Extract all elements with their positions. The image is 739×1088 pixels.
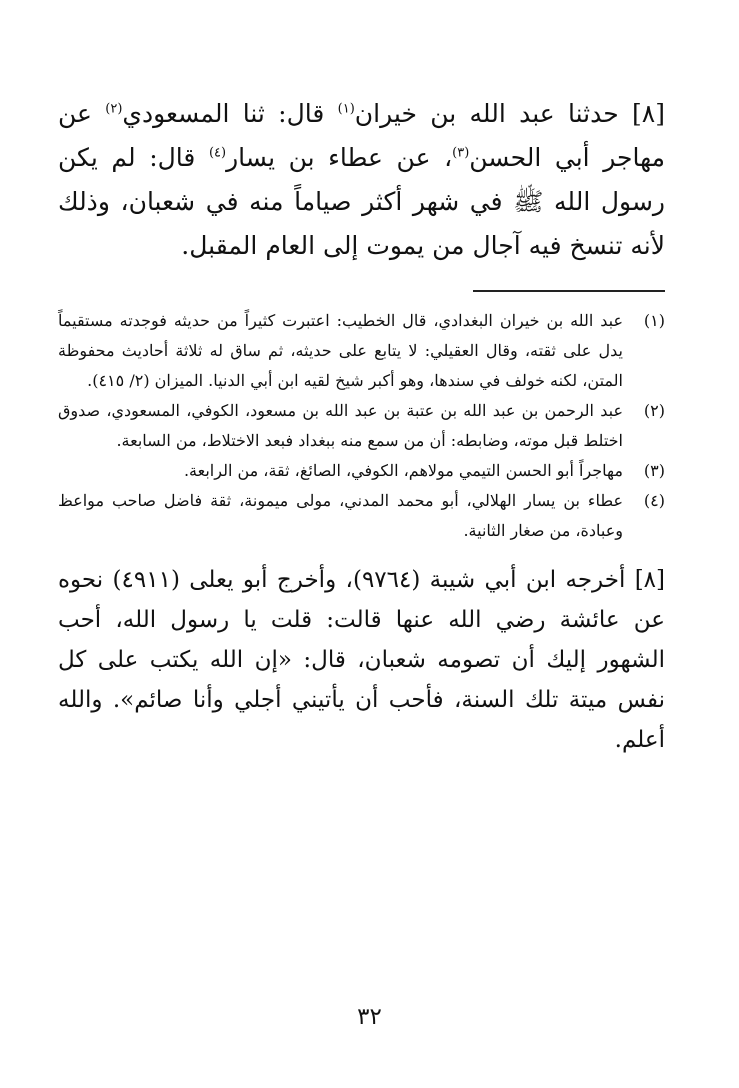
page-content bbox=[58, 92, 665, 783]
footnotes-list bbox=[58, 306, 665, 546]
footnote-text: عبد الله بن خيران البغدادي، قال الخطيب: اعتبرت كثيراً من حديثه فوجدته مستقيماً يدل على ثقته، وقال العقيلي: لا يتابع على حديثه، ثم ساق له ثلاثة أحاديث محفوظة المتن، لكنه خولف في سندها، وهو أكبر شيخ لقيه ابن أبي الدنيا. الميزان (٢/ ٤١٥). bbox=[58, 311, 623, 390]
footnote-number: (١) bbox=[643, 311, 665, 330]
footnote-ref-4[interactable]: (٤) bbox=[208, 145, 227, 161]
footnote-text: عطاء بن يسار الهلالي، أبو محمد المدني، مولى ميمونة، ثقة فاضل صاحب مواعظ وعبادة، من صغار الثانية. bbox=[58, 491, 623, 540]
hadith-text-part-5: قال: لم يكن رسول الله ﷺ في شهر أكثر صياماً منه في شعبان، وذلك لأنه تنسخ فيه آجال من يموت إلى العام المقبل. bbox=[58, 143, 665, 260]
hadith-text-part-1: حدثنا عبد الله بن خيران bbox=[354, 99, 619, 128]
footnote-item bbox=[58, 396, 665, 456]
hadith-number: [٨] bbox=[632, 99, 665, 128]
footnote-text: عبد الرحمن بن عبد الله بن عتبة بن عبد الله بن مسعود، الكوفي، المسعودي، صدوق اختلط قبل موته، وضابطه: أن من سمع منه ببغداد فبعد الاختلاط، من السابعة. bbox=[58, 401, 623, 450]
footnote-item bbox=[58, 456, 665, 486]
hadith-text-part-2: قال: ثنا المسعودي bbox=[122, 99, 338, 128]
footnote-number: (٢) bbox=[643, 401, 665, 420]
footnote-item bbox=[58, 486, 665, 546]
footnote-ref-1[interactable]: (١) bbox=[337, 101, 355, 117]
footnote-text: مهاجراً أبو الحسن التيمي مولاهم، الكوفي، الصائغ، ثقة، من الرابعة. bbox=[183, 461, 623, 480]
footnote-item bbox=[58, 306, 665, 396]
takhrij-text: [٨] أخرجه ابن أبي شيبة (٩٧٦٤)، وأخرج أبو يعلى (٤٩١١) نحوه عن عائشة رضي الله عنها قالت: قلت يا رسول الله، أحب الشهور إليك أن تصومه شعبان، قال: «إن الله يكتب على كل نفس ميتة تلك السنة، فأحب أن يأتيني أجلي وأنا صائم». والله أعلم. bbox=[58, 567, 666, 753]
footnote-number: (٤) bbox=[643, 491, 665, 510]
footnote-ref-3[interactable]: (٣) bbox=[452, 145, 470, 161]
footnote-divider bbox=[473, 290, 665, 292]
hadith-text bbox=[58, 92, 665, 268]
page-number: ٣٢ bbox=[357, 1004, 382, 1030]
hadith-text-part-3: عن مهاجر أبي الحسن bbox=[58, 99, 665, 172]
hadith-text-part-4: ، عن عطاء بن يسار bbox=[226, 143, 453, 172]
footnote-number: (٣) bbox=[643, 461, 665, 480]
footnote-ref-2[interactable]: (٢) bbox=[105, 101, 123, 117]
